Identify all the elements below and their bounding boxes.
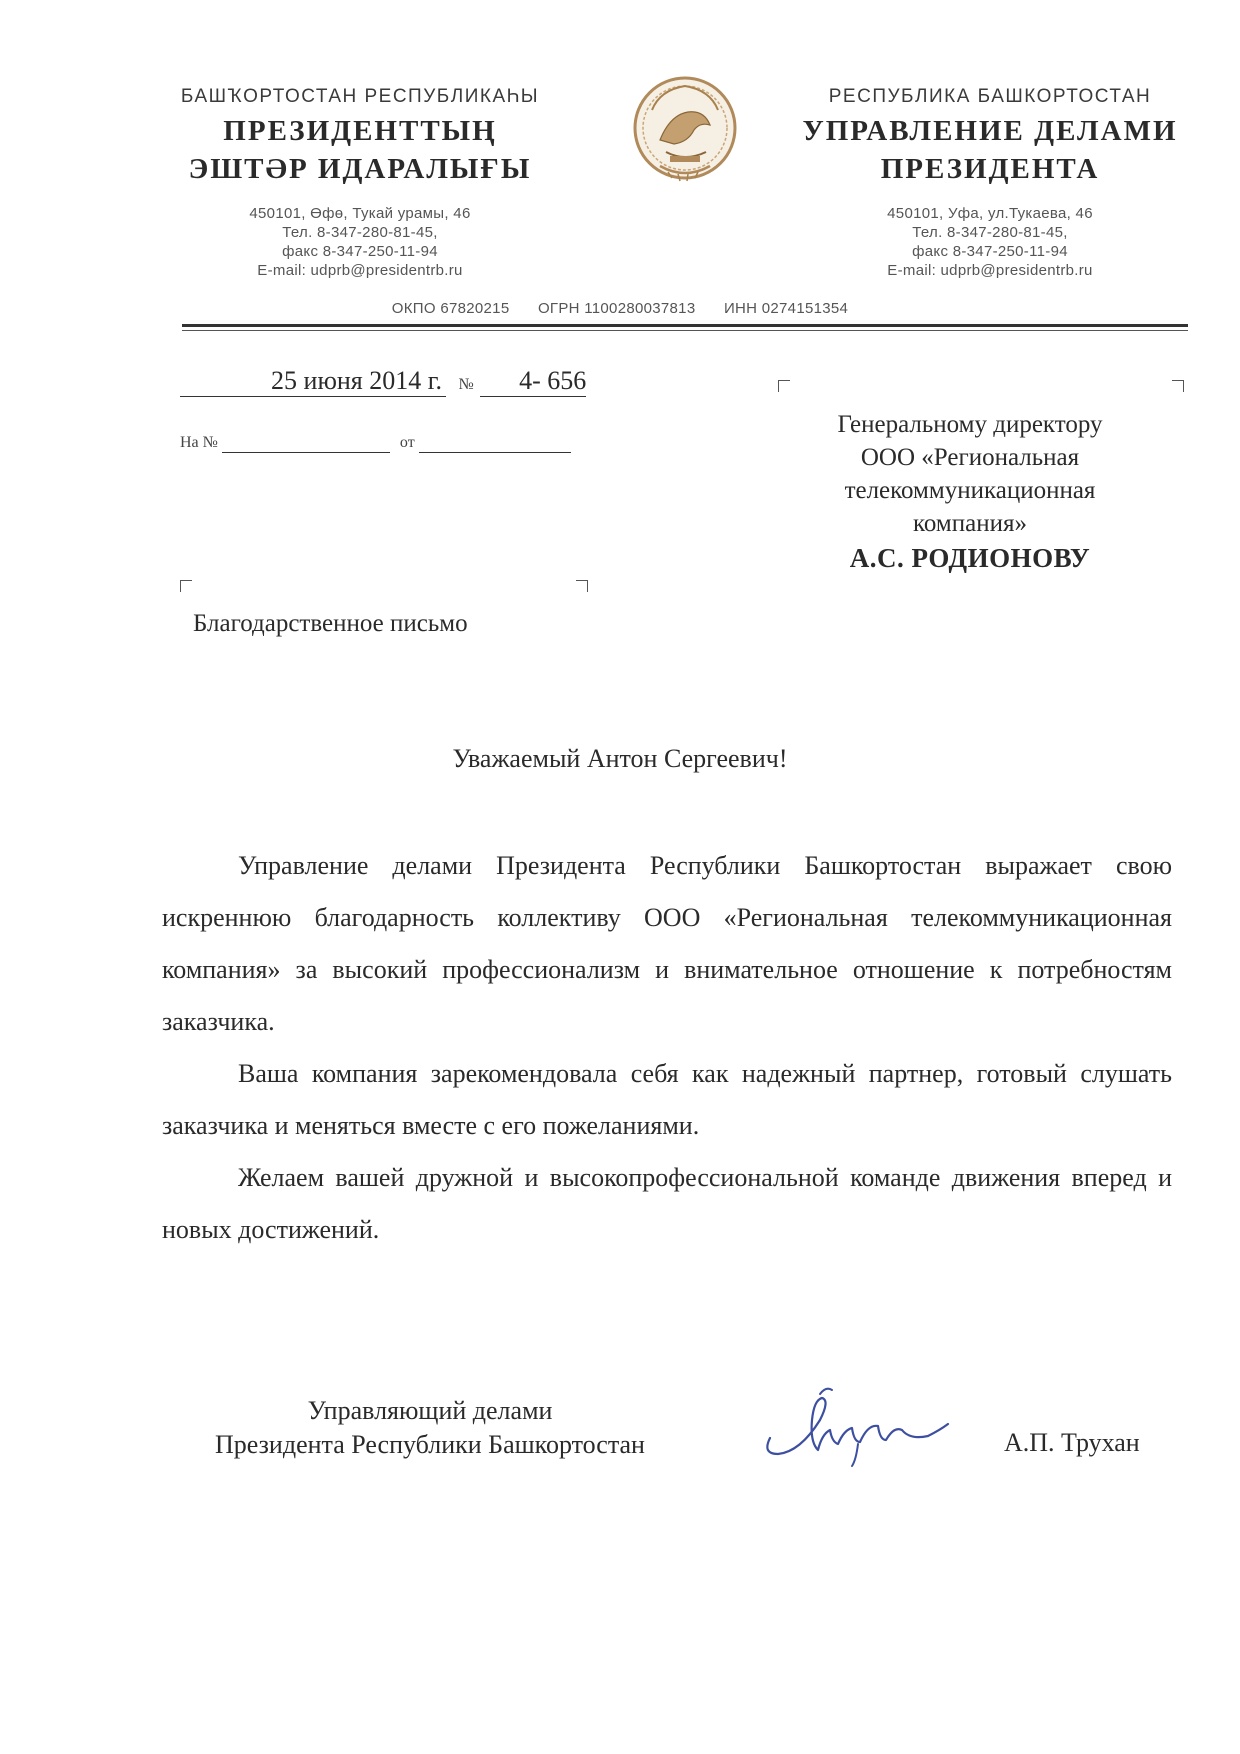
- okpo-code: ОКПО 67820215: [391, 300, 510, 317]
- letter-subject: Благодарственное письмо: [193, 610, 468, 637]
- fax-russian: факс 8-347-250-11-94: [912, 243, 1068, 260]
- bashkortostan-coat-of-arms-icon: [630, 70, 740, 192]
- body-paragraph-1: Управление делами Президента Республики Башкортостан выражает свою искреннюю благодарность коллективу ООО «Региональная телекоммуникационная компания» за высокий профессионализм и внимательное отношение к потребностям заказчика.: [162, 851, 1172, 1036]
- registration-codes: [0, 300, 1240, 317]
- org-name-russian-line2: ПРЕЗИДЕНТА: [880, 153, 1100, 185]
- ogrn-code: ОГРН 1100280037813: [537, 300, 696, 317]
- letter-number: 4- 656: [480, 366, 586, 397]
- header-divider-thin: [182, 330, 1188, 331]
- subject-corner-mark-left: [180, 580, 192, 592]
- addressee-line2: ООО «Региональная: [860, 444, 1080, 471]
- addressee-corner-mark-left: [778, 380, 790, 392]
- inn-code: ИНН 0274151354: [723, 300, 849, 317]
- header-divider-thick: [182, 324, 1188, 327]
- letter-body: [162, 840, 1172, 1256]
- addressee-line3: телекоммуникационная: [844, 477, 1096, 504]
- addressee-name: А.С. РОДИОНОВУ: [849, 543, 1091, 573]
- republic-name-russian: РЕСПУБЛИКА БАШКОРТОСТАН: [828, 86, 1152, 107]
- subject-corner-mark-right: [576, 580, 588, 592]
- outgoing-registration: [180, 366, 586, 397]
- address-russian: 450101, Уфа, ул.Тукаева, 46: [887, 205, 1093, 222]
- reference-number-blank: [222, 434, 390, 453]
- org-name-bashkir-line1: ПРЕЗИДЕНТТЫҢ: [223, 115, 497, 147]
- phone-russian: Тел. 8-347-280-81-45,: [912, 224, 1068, 241]
- signatory-name: А.П. Трухан: [1004, 1428, 1140, 1457]
- incoming-reference: [180, 434, 571, 453]
- phone-bashkir: Тел. 8-347-280-81-45,: [282, 224, 438, 241]
- letterhead-right: [790, 86, 1190, 280]
- signatory-position-line2: Президента Республики Башкортостан: [215, 1430, 645, 1459]
- signatory-position: [180, 1394, 680, 1462]
- republic-name-bashkir: БАШҠОРТОСТАН РЕСПУБЛИКАҺЫ: [180, 86, 540, 107]
- address-block-russian: [790, 204, 1190, 280]
- addressee-line4: компания»: [913, 510, 1027, 537]
- body-paragraph-3: Желаем вашей дружной и высокопрофессиональной команде движения вперед и новых достижений.: [162, 1163, 1172, 1244]
- body-paragraph-2: Ваша компания зарекомендовала себя как надежный партнер, готовый слушать заказчика и меняться вместе с его пожеланиями.: [162, 1059, 1172, 1140]
- address-block-bashkir: [170, 204, 550, 280]
- addressee-block: [780, 408, 1160, 575]
- addressee-line1: Генеральному директору: [837, 411, 1103, 438]
- reference-date-label: от: [399, 434, 415, 451]
- org-name-russian-line1: УПРАВЛЕНИЕ ДЕЛАМИ: [802, 115, 1178, 147]
- reference-number-label: На №: [180, 434, 218, 451]
- reference-date-blank: [419, 434, 571, 453]
- letter-date: 25 июня 2014 г.: [180, 366, 446, 397]
- org-name-bashkir-line2: ЭШТӘР ИДАРАЛЫҒЫ: [188, 153, 532, 185]
- email-bashkir: E-mail: udprb@presidentrb.ru: [257, 262, 463, 279]
- address-bashkir: 450101, Өфө, Тукай урамы, 46: [249, 205, 471, 222]
- number-label: №: [458, 376, 474, 393]
- letter-greeting: Уважаемый Антон Сергеевич!: [452, 744, 788, 773]
- fax-bashkir: факс 8-347-250-11-94: [282, 243, 438, 260]
- letterhead-left: [170, 86, 550, 280]
- email-russian: E-mail: udprb@presidentrb.ru: [887, 262, 1093, 279]
- addressee-corner-mark-right: [1172, 380, 1184, 392]
- handwritten-signature-icon: [760, 1380, 980, 1470]
- signatory-position-line1: Управляющий делами: [307, 1396, 553, 1425]
